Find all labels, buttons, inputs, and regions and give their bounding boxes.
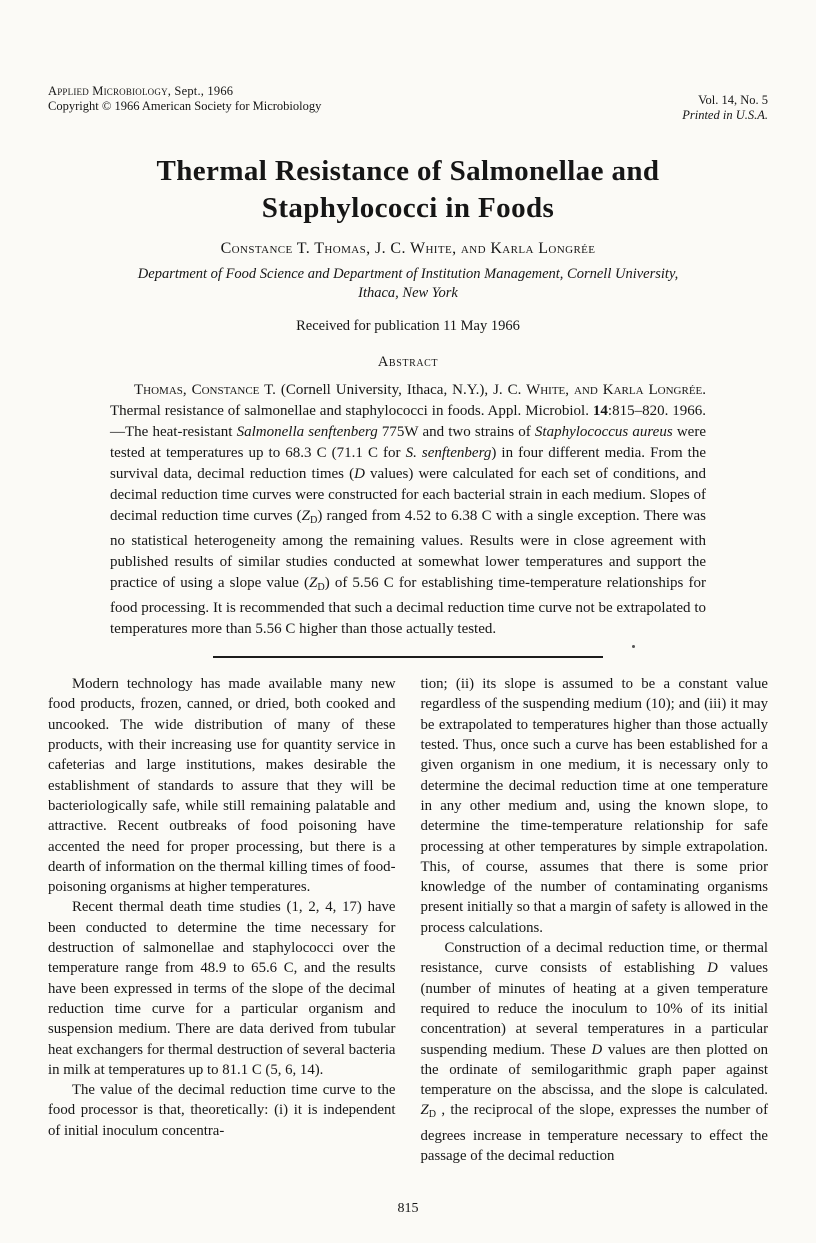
body-column-right [421, 674, 769, 1166]
printed-in-line: Printed in U.S.A. [682, 108, 768, 122]
body-paragraph: Recent thermal death time studies (1, 2, 4, 17) have been conducted to determine the time necessary for destruction of salmonellae and staphylococci over the temperature range from 48.9 to 65.6 C, and the results have been expressed in terms of the slope of the decimal reduction time curve for a particular organism and suspension medium. There are data derived from tubular heat exchangers for thermal destruction of several bacteria in milk at temperatures up to 81.1 C (5, 6, 14). [48, 899, 396, 1078]
body-column-left [48, 674, 396, 1166]
affiliation-line-1: Department of Food Science and Department of Institution Management, Cornell University, [137, 266, 679, 283]
journal-name-line: Applied Microbiology, Sept., 1966 [48, 84, 234, 98]
page-header [48, 84, 768, 123]
body-paragraph: Modern technology has made available many new food products, frozen, canned, or dried, both cooked and uncooked. The wide distribution of many of these products, with their increasing use for quantity service in cafeterias and large institutions, makes desirable the establishment of standards to assure that they will be bacteriologically safe, while still remaining palatable and attractive. Recent outbreaks of food poisoning have accented the need for proper processing, but there is a dearth of information on the thermal killing times of food-poisoning organisms at higher temperatures. [48, 676, 396, 896]
abstract-paragraph: Thomas, Constance T. (Cornell University, Ithaca, N.Y.), J. C. White, and Karla Longrée. Thermal resistance of salmonellae and staphylococci in foods. Appl. Microbiol. 14:815–820. 1966.—The heat-resistant Salmonella senftenberg 775W and two strains of Staphylococcus aureus were tested at temperatures up to 68.3 C (71.1 C for S. senftenberg) in four different media. From the survival data, decimal reduction times (D values) were calculated for each set of conditions, and decimal reduction time curves were constructed for each bacterial strain in each medium. Slopes of decimal reduction time curves (ZD) ranged from 4.52 to 6.38 C with a single exception. There was no statistical heterogeneity among the remaining values. Results were in close agreement with published results of similar studies conducted at somewhat lower temperatures and support the practice of using a slope value (ZD) of 5.56 C for establishing time-temperature relationships for food processing. It is recommended that such a decimal reduction time curve not be extrapolated to temperatures more than 5.56 C higher than those actually tested. [110, 382, 707, 638]
authors-line: Constance T. Thomas, J. C. White, and Karla Longrée [220, 240, 596, 258]
section-divider-rule [213, 656, 603, 658]
print-artifact-dot [632, 645, 635, 648]
affiliation-line-2: Ithaca, New York [358, 285, 458, 302]
page-number: 815 [397, 1201, 419, 1216]
article-title [48, 153, 768, 227]
received-line: Received for publication 11 May 1966 [296, 318, 520, 335]
body-paragraph: Construction of a decimal reduction time, or thermal resistance, curve consists of establishing D values (number of minutes of heating at a given temperature required to reduce the inoculum to 10% of its initial concentration) at several temperatures in a particular suspending medium. These D values are then plotted on the ordinate of semilogarithmic graph paper against temperature on the abscissa, and the slope is calculated. ZD , the reciprocal of the slope, expresses the number of degrees increase in temperature necessary to effect the passage of the decimal reduction [420, 940, 768, 1164]
body-columns [48, 674, 768, 1166]
header-right-block [682, 93, 768, 123]
volume-issue-line: Vol. 14, No. 5 [698, 93, 768, 107]
article-title-line2: Staphylococci in Foods [261, 192, 555, 225]
article-title-line1: Thermal Resistance of Salmonellae and [156, 155, 660, 187]
body-paragraph: The value of the decimal reduction time curve to the food processor is that, theoretically: (i) it is independent of initial inoculum concentra- [48, 1082, 396, 1139]
body-paragraph-continuation: tion; (ii) its slope is assumed to be a constant value regardless of the suspending medium (10); and (iii) it may be extrapolated to temperatures higher than those actually tested. Thus, once such a curve has been established for a given organism in one medium, it is necessary only to determine the decimal reduction time at one temperature in any other medium and, using the known slope, to determine the time-temperature relationship for safe processing at other temperatures by simple extrapolation. This, of course, assumes that there is some prior knowledge of the number of contaminating organisms present initially so that a margin of safety is allowed in the process calculations. [420, 676, 768, 936]
header-left-block [48, 84, 321, 123]
copyright-line: Copyright © 1966 American Society for Microbiology [48, 99, 322, 113]
affiliation-block [48, 265, 768, 303]
abstract-heading: Abstract [377, 354, 439, 371]
